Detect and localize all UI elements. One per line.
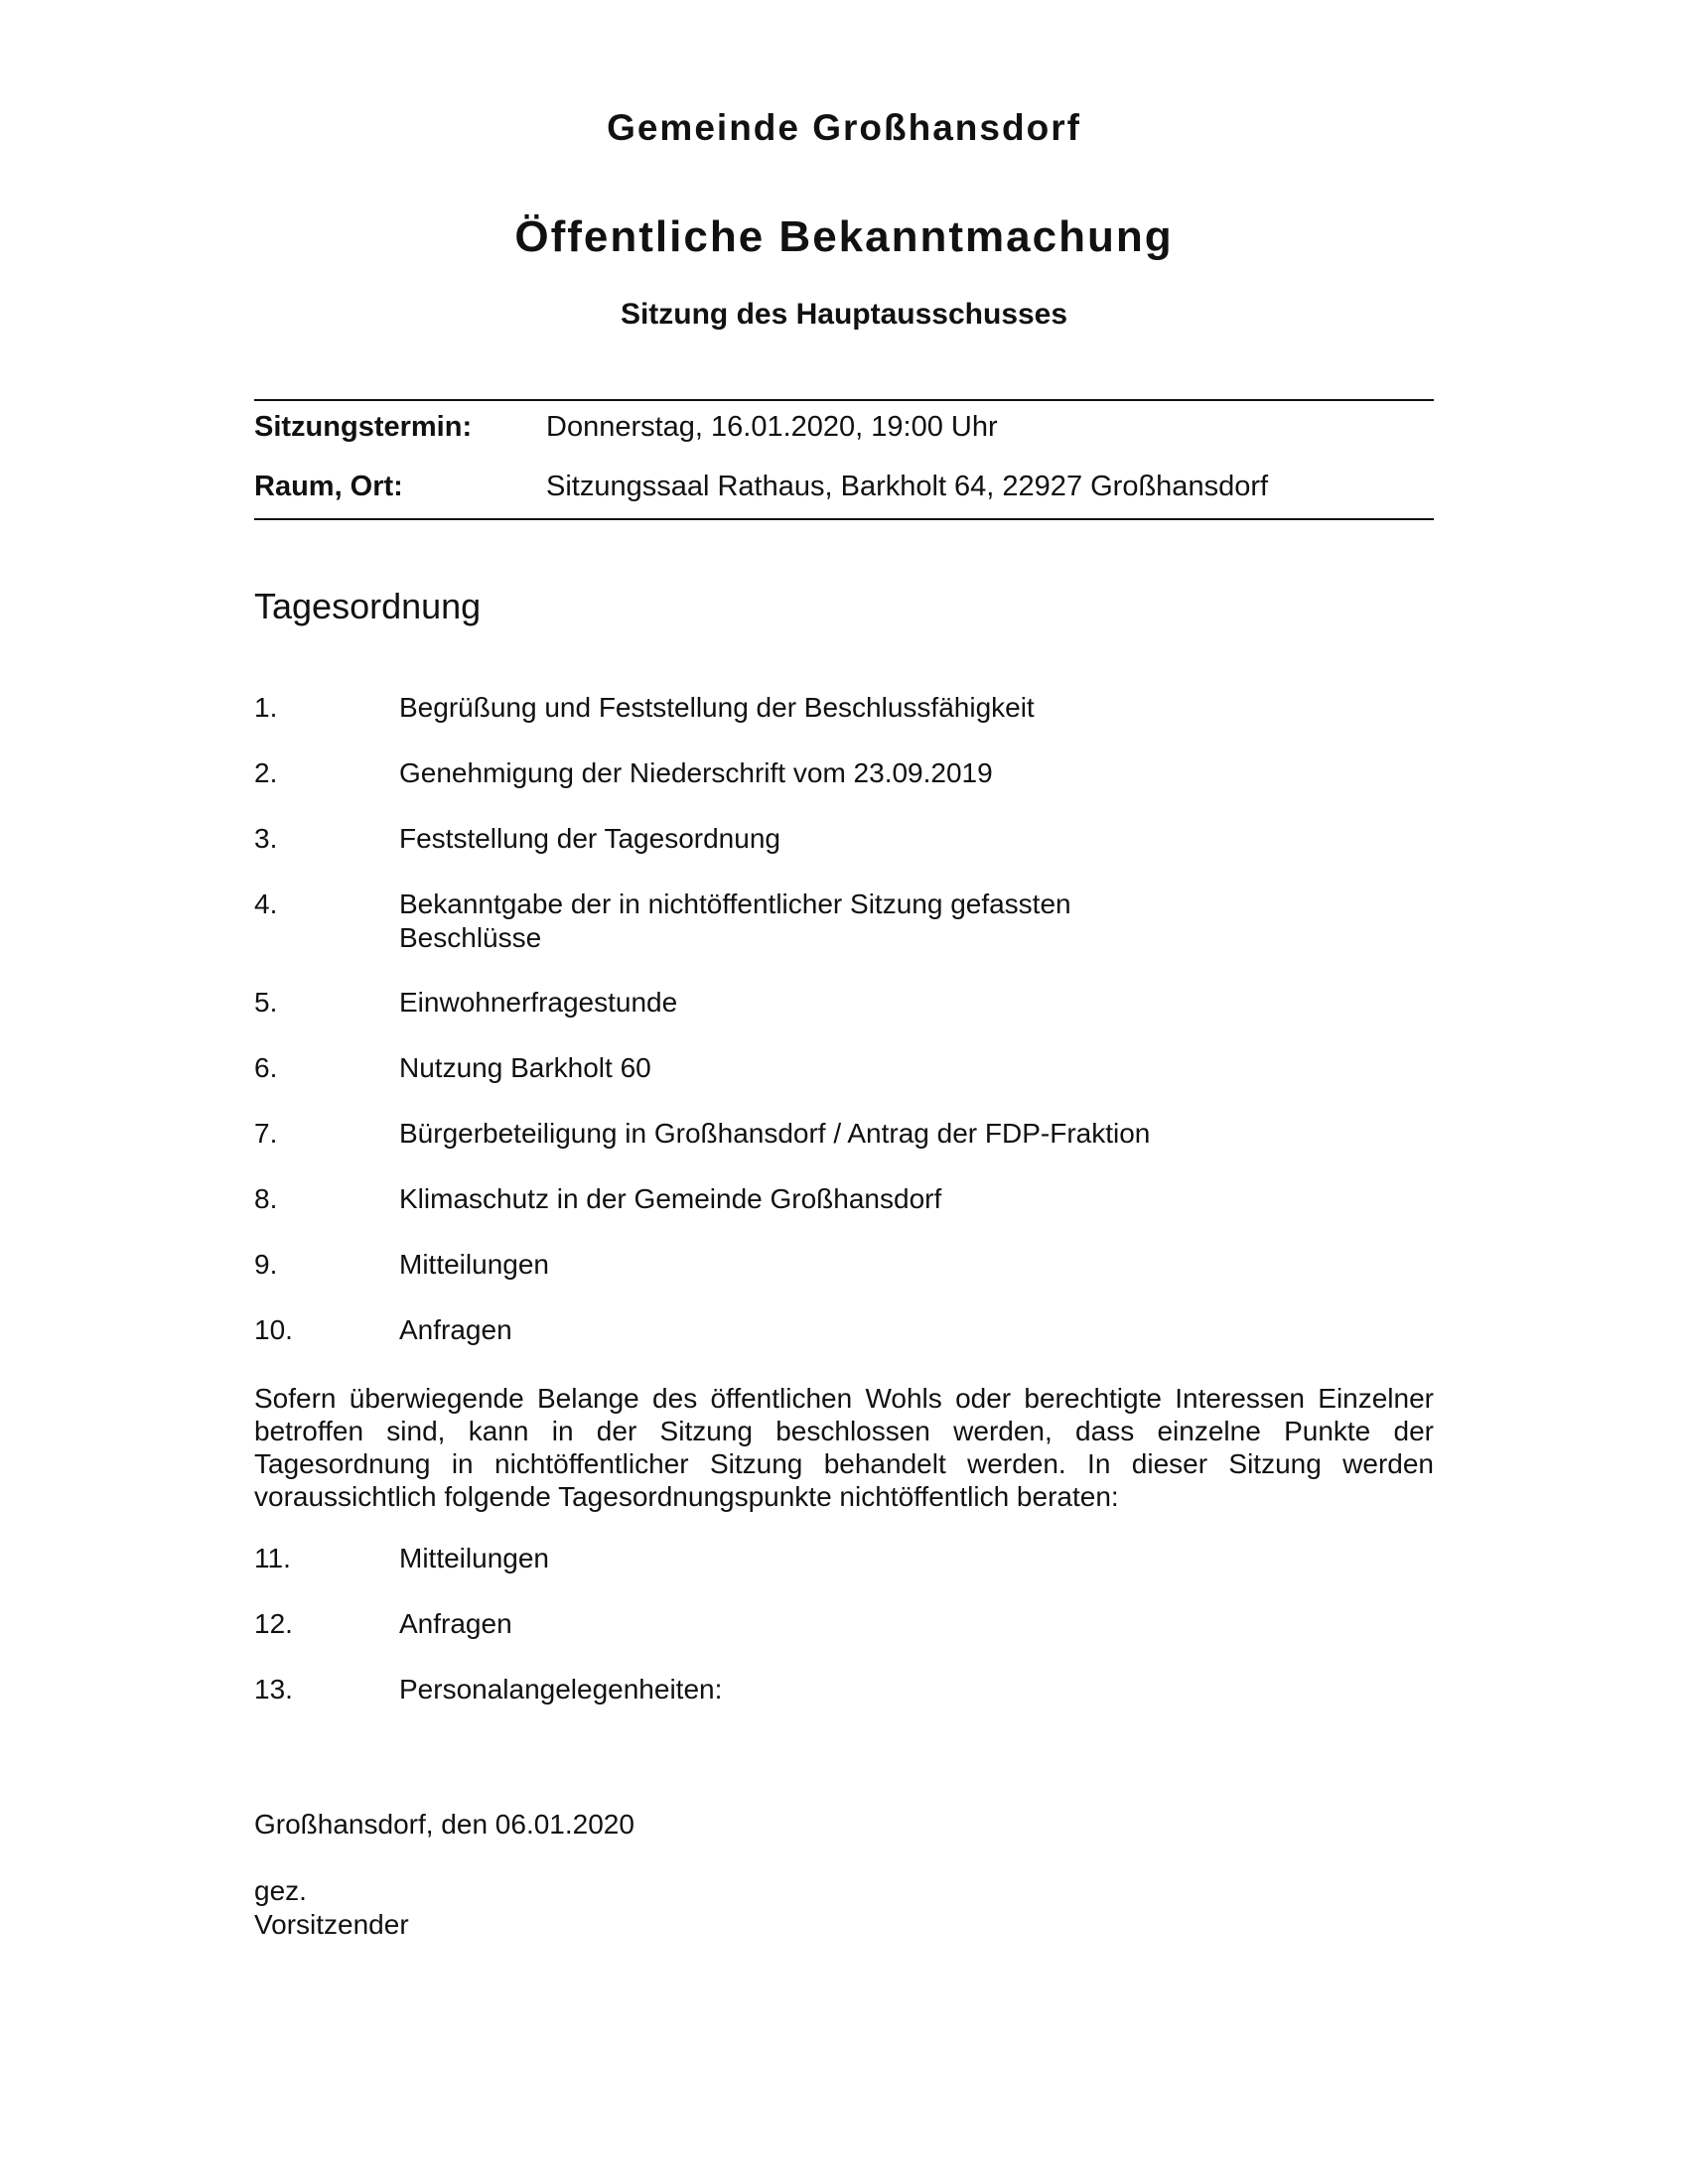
agenda-item-number: 9.: [254, 1249, 278, 1280]
signature-block: [254, 1874, 409, 1942]
agenda-item-text: Genehmigung der Niederschrift vom 23.09.2019: [399, 757, 993, 788]
agenda-item-number: 3.: [254, 823, 278, 854]
agenda-item-number: 5.: [254, 987, 278, 1018]
agenda-item-text: Mitteilungen: [399, 1249, 549, 1280]
agenda-item-text: Klimaschutz in der Gemeinde Großhansdorf: [399, 1183, 942, 1214]
meeting-date-label: Sitzungstermin:: [254, 411, 473, 443]
agenda-item-text: Einwohnerfragestunde: [399, 987, 678, 1018]
agenda-item-text: Mitteilungen: [399, 1543, 549, 1573]
agenda-item-text: Personalangelegenheiten:: [399, 1674, 723, 1705]
closed-session-note: Sofern überwiegende Belange des öffentlichen Wohls oder berechtigte Interessen Einzelner betroffen sind, kann in der Sitzung beschlossen werden, dass einzelne Punkte der Tagesordnung in nichtöffentlicher Sitzung behandelt werden. In dieser Sitzung werden voraussichtlich folgende Tagesordnungspunkte nichtöffentlich beraten:: [254, 1383, 1434, 1512]
agenda-item-number: 4.: [254, 888, 278, 919]
top-divider: [254, 399, 1434, 401]
agenda-item-number: 2.: [254, 757, 278, 788]
meeting-place-value: Sitzungssaal Rathaus, Barkholt 64, 22927 Großhansdorf: [546, 471, 1269, 502]
agenda-item-number: 1.: [254, 692, 278, 723]
agenda-item-number: 11.: [254, 1543, 291, 1573]
page-subtitle: Sitzung des Hauptausschusses: [620, 298, 1068, 331]
agenda-item-text: Anfragen: [399, 1608, 512, 1639]
meeting-place-label: Raum, Ort:: [254, 471, 403, 502]
agenda-item-number: 7.: [254, 1118, 278, 1149]
bottom-divider: [254, 518, 1434, 520]
agenda-item-number: 10.: [254, 1314, 293, 1345]
municipality-name: Gemeinde Großhansdorf: [607, 107, 1081, 148]
page-title: Öffentliche Bekanntmachung: [514, 212, 1174, 261]
agenda-item-text: Bekanntgabe der in nichtöffentlicher Sitzung gefassten Beschlüsse: [399, 888, 1071, 953]
agenda-item-number: 6.: [254, 1052, 278, 1083]
signer-role: Vorsitzender: [254, 1909, 409, 1940]
agenda-item-text: Bürgerbeteiligung in Großhansdorf / Antrag der FDP-Fraktion: [399, 1118, 1151, 1149]
agenda-heading: Tagesordnung: [254, 586, 482, 626]
agenda-item-text: Begrüßung und Feststellung der Beschlussfähigkeit: [399, 692, 1035, 723]
signed-note: gez.: [254, 1875, 307, 1906]
agenda-item-number: 12.: [254, 1608, 293, 1639]
place-and-date: Großhansdorf, den 06.01.2020: [254, 1809, 634, 1840]
agenda-item-text: Anfragen: [399, 1314, 512, 1345]
meeting-date-value: Donnerstag, 16.01.2020, 19:00 Uhr: [546, 411, 998, 443]
agenda-item-text: Nutzung Barkholt 60: [399, 1052, 651, 1083]
agenda-item-text: Feststellung der Tagesordnung: [399, 823, 780, 854]
agenda-item-number: 8.: [254, 1183, 278, 1214]
agenda-item-number: 13.: [254, 1674, 293, 1705]
